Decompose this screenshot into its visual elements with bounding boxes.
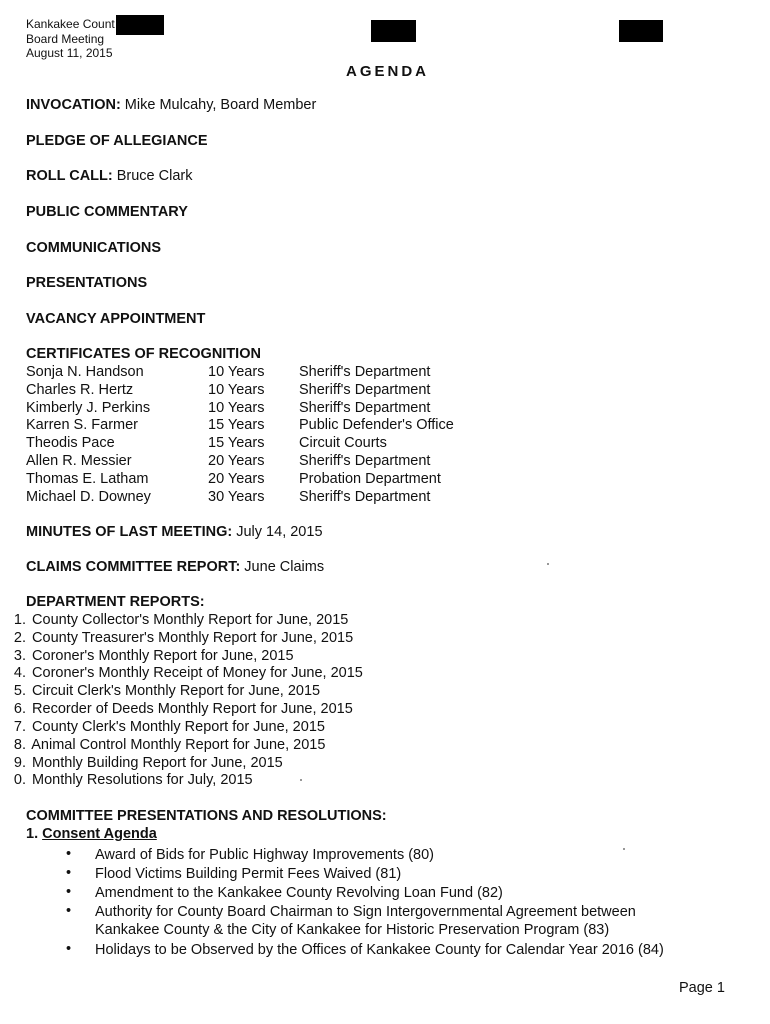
rollcall-label: ROLL CALL: — [26, 168, 113, 184]
report-number: 4. — [13, 665, 26, 681]
bullet-icon: • — [66, 884, 72, 900]
invocation-value: Mike Mulcahy, Board Member — [120, 97, 317, 113]
report-item — [2, 719, 325, 735]
report-text: Monthly Resolutions for July, 2015 — [32, 772, 253, 788]
consent-agenda-heading — [26, 826, 157, 842]
report-item — [2, 630, 353, 646]
rollcall-value: Bruce Clark — [112, 168, 193, 184]
vacancy-label: VACANCY APPOINTMENT — [26, 311, 206, 327]
committee-label: COMMITTEE PRESENTATIONS AND RESOLUTIONS: — [26, 808, 387, 824]
report-item — [2, 701, 353, 717]
public-commentary-heading — [26, 204, 188, 220]
minutes-line — [26, 524, 323, 540]
pledge-heading — [26, 133, 208, 149]
header-date: August 11, 2015 — [26, 46, 113, 60]
report-item — [2, 755, 283, 771]
minutes-value: July 14, 2015 — [232, 524, 323, 540]
bullet-icon: • — [66, 865, 72, 881]
redaction-box-3 — [619, 20, 663, 42]
consent-agenda-label: Consent Agenda — [42, 826, 157, 842]
bullet-icon: • — [66, 846, 72, 862]
report-text: Coroner's Monthly Report for June, 2015 — [32, 648, 294, 664]
report-text: County Treasurer's Monthly Report for June, 2015 — [32, 630, 354, 646]
invocation-label: INVOCATION: — [26, 97, 121, 113]
report-text: Recorder of Deeds Monthly Report for June, 2015 — [32, 701, 353, 717]
presentations-label: PRESENTATIONS — [26, 275, 148, 291]
certificate-name: Allen R. Messier — [26, 453, 132, 469]
report-item — [2, 648, 294, 664]
certificate-years: 10 Years — [208, 364, 265, 380]
minutes-label: MINUTES OF LAST MEETING: — [26, 524, 233, 540]
redaction-box-2 — [371, 20, 416, 42]
header-meeting: Board Meeting — [26, 31, 105, 46]
certificate-name: Sonja N. Handson — [26, 364, 144, 380]
report-number: 8. — [13, 737, 26, 753]
committee-heading — [26, 808, 387, 824]
agenda-title: AGENDA — [346, 63, 430, 80]
department-reports-heading — [26, 594, 205, 610]
report-number: 2. — [13, 630, 26, 646]
consent-item-text: Flood Victims Building Permit Fees Waived (81) — [95, 866, 402, 882]
report-text: Animal Control Monthly Report for June, 2015 — [31, 737, 326, 753]
consent-item-text: Authority for County Board Chairman to Sign Intergovernmental Agreement between — [95, 904, 636, 920]
certificate-name: Kimberly J. Perkins — [26, 400, 151, 416]
communications-label: COMMUNICATIONS — [26, 240, 162, 256]
page-number: Page 1 — [679, 980, 725, 996]
certificate-department: Sheriff's Department — [299, 453, 431, 469]
report-item — [2, 683, 320, 699]
vacancy-heading — [26, 311, 205, 327]
pledge-label: PLEDGE OF ALLEGIANCE — [26, 133, 208, 149]
redaction-box-1 — [116, 15, 164, 35]
certificate-name: Michael D. Downey — [26, 489, 151, 505]
certificates-label: CERTIFICATES OF RECOGNITION — [26, 346, 261, 362]
report-item — [2, 665, 363, 681]
report-number: 7. — [13, 719, 26, 735]
certificate-name: Charles R. Hertz — [26, 382, 134, 398]
certificate-department: Sheriff's Department — [299, 382, 431, 398]
bullet-icon: • — [66, 903, 72, 919]
report-number: 3. — [13, 648, 26, 664]
rollcall-line — [26, 168, 193, 184]
report-text: Monthly Building Report for June, 2015 — [32, 755, 283, 771]
header-county: Kankakee Count — [26, 17, 115, 31]
certificates-heading — [26, 346, 261, 362]
certificate-years: 15 Years — [208, 435, 265, 451]
certificate-years: 15 Years — [208, 417, 265, 433]
invocation-line — [26, 97, 316, 113]
communications-heading — [26, 240, 161, 256]
consent-item-text: Award of Bids for Public Highway Improvements (80) — [95, 847, 435, 863]
consent-item-text: Amendment to the Kankakee County Revolving Loan Fund (82) — [95, 885, 503, 901]
consent-number: 1. — [26, 826, 43, 842]
document-header — [26, 17, 115, 61]
certificate-name: Karren S. Farmer — [26, 417, 138, 433]
scan-speck — [547, 563, 549, 565]
certificate-department: Circuit Courts — [299, 435, 387, 451]
report-number: 0. — [13, 772, 26, 788]
claims-value: June Claims — [240, 559, 325, 575]
certificate-years: 10 Years — [208, 382, 265, 398]
report-item — [2, 737, 325, 753]
department-reports-label: DEPARTMENT REPORTS: — [26, 594, 205, 610]
presentations-heading — [26, 275, 147, 291]
report-text: County Clerk's Monthly Report for June, 2015 — [32, 719, 325, 735]
scan-speck — [623, 848, 625, 850]
certificate-years: 10 Years — [208, 400, 265, 416]
certificate-department: Probation Department — [299, 471, 441, 487]
certificate-department: Sheriff's Department — [299, 364, 431, 380]
certificate-department: Sheriff's Department — [299, 489, 431, 505]
report-item — [2, 772, 253, 788]
certificate-years: 20 Years — [208, 453, 265, 469]
consent-item-text: Holidays to be Observed by the Offices of Kankakee County for Calendar Year 2016 (84) — [95, 942, 664, 958]
public-commentary-label: PUBLIC COMMENTARY — [26, 204, 188, 220]
report-number: 5. — [13, 683, 26, 699]
report-number: 9. — [13, 755, 26, 771]
certificate-name: Theodis Pace — [26, 435, 115, 451]
scan-speck — [300, 779, 302, 781]
certificate-years: 20 Years — [208, 471, 265, 487]
report-number: 1. — [13, 612, 26, 628]
report-number: 6. — [13, 701, 26, 717]
certificate-name: Thomas E. Latham — [26, 471, 149, 487]
consent-item-text-continued: Kankakee County & the City of Kankakee for Historic Preservation Program (83) — [95, 922, 610, 938]
report-item — [2, 612, 348, 628]
claims-line — [26, 559, 324, 575]
claims-label: CLAIMS COMMITTEE REPORT: — [26, 559, 241, 575]
certificate-department: Public Defender's Office — [299, 417, 454, 433]
bullet-icon: • — [66, 941, 72, 957]
report-text: Circuit Clerk's Monthly Report for June, 2015 — [32, 683, 321, 699]
certificate-department: Sheriff's Department — [299, 400, 431, 416]
report-text: County Collector's Monthly Report for June, 2015 — [32, 612, 349, 628]
certificate-years: 30 Years — [208, 489, 265, 505]
report-text: Coroner's Monthly Receipt of Money for June, 2015 — [32, 665, 363, 681]
